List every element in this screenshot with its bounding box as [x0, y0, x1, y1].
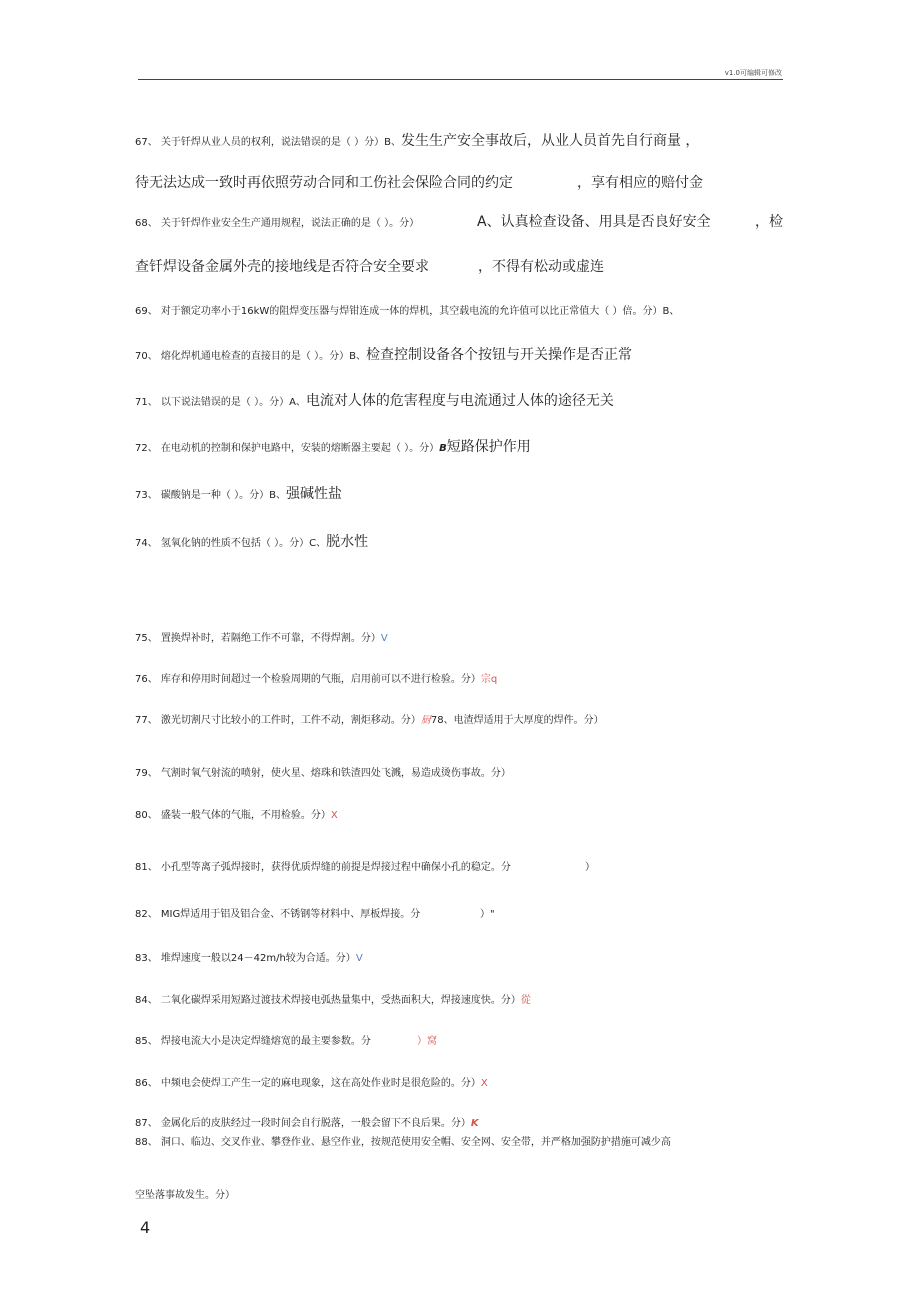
q83-stem: 83、 堆焊速度一般以24－42m/h较为合适。分）: [135, 953, 356, 964]
q81-stem: 81、 小孔型等离子弧焊接时，获得优质焊缝的前提是焊接过程中确保小孔的稳定。分: [135, 862, 511, 873]
q86-mark: X: [480, 1078, 488, 1089]
question-74: [135, 531, 368, 551]
q70-stem: 70、 熔化焊机通电检查的直接目的是（ ）。分）B、: [135, 351, 366, 362]
question-82: [135, 905, 495, 920]
question-68-line-1: [135, 211, 783, 230]
question-81: [135, 858, 595, 873]
q88-stem: 88、 洞口、临边、交叉作业、攀登作业、悬空作业，按规范使用安全帽、安全网、安全带，并严格加强防护措施可减少高: [135, 1137, 671, 1148]
q82-stem: 82、 MIG焊适用于铝及铝合金、不锈钢等材料中、厚板焊接。分: [135, 909, 421, 920]
q85-stem: 85、 焊接电流大小是决定焊缝熔宽的最主要参数。分: [135, 1036, 371, 1047]
header-version-note: v1.0可编辑可修改: [724, 69, 782, 77]
question-70: [135, 344, 632, 364]
q78-inline: 78、电渣焊适用于大厚度的焊件。分）: [430, 715, 604, 726]
q68-answer-d: ，不得有松动或虚连: [478, 259, 604, 275]
q77-stem: 77、 激光切割尺寸比较小的工件时，工件不动，割炬移动。分）: [135, 715, 421, 726]
q77-mark: 厨: [420, 715, 431, 726]
question-80: [135, 806, 338, 821]
q72-answer: 短路保护作用: [446, 439, 531, 455]
q67-answer-b: 待无法达成一致时再依照劳动合同和工伤社会保险合同的约定: [135, 175, 513, 191]
q80-mark: X: [330, 810, 338, 821]
question-76: [135, 670, 497, 685]
q86-stem: 86、 中频电会使焊工产生一定的麻电现象，这在高处作业时是很危险的。分）: [135, 1078, 481, 1089]
question-88: [135, 1133, 671, 1148]
question-79: [135, 764, 511, 779]
q74-stem: 74、 氢氧化钠的性质不包括（ ）。分）C、: [135, 538, 327, 549]
question-86: [135, 1074, 488, 1089]
q80-stem: 80、 盛装一般气体的气瓶，不用检验。分）: [135, 810, 331, 821]
q76-stem: 76、 库存和停用时间超过一个检验周期的气瓶，启用前可以不进行检验。分）: [135, 674, 481, 685]
q75-mark: V: [380, 633, 388, 644]
q82-mark: ）": [480, 909, 495, 920]
q68-answer-b: ，检: [755, 214, 783, 230]
q81-mark: ）: [585, 862, 595, 873]
q84-stem: 84、 二氧化碳焊采用短路过渡技术焊接电弧热量集中，受热面积大，焊接速度快。分）: [135, 995, 521, 1006]
q72-letter: B: [439, 443, 447, 454]
question-88-continued: 空坠落事故发生。分）: [135, 1190, 235, 1201]
question-67-line-1: [135, 130, 699, 150]
q67-stem: 67、 关于钎焊从业人员的权利，说法错误的是（ ）分）B、: [135, 137, 401, 148]
q68-answer-a: A、认真检查设备、用具是否良好安全: [477, 214, 711, 230]
header-rule: [138, 79, 783, 80]
q71-stem: 71、 以下说法错误的是（ ）。分）A、: [135, 397, 306, 408]
page-number: 4: [140, 1218, 151, 1237]
q68-stem: 68、 关于钎焊作业安全生产通用规程，说法正确的是（ ）。分）: [135, 218, 420, 229]
q70-answer: 检查控制设备各个按钮与开关操作是否正常: [365, 347, 632, 363]
question-72: [135, 436, 531, 456]
question-73: [135, 483, 342, 503]
question-71: [135, 390, 614, 410]
q67-answer-c: ，享有相应的赔付金: [577, 175, 703, 191]
q79-stem: 79、 气割时氧气射流的喷射，使火星、熔珠和铁渣四处飞溅，易造成烫伤事故。分）: [135, 768, 511, 779]
q67-answer-a: 发生生产安全事故后，从业人员首先自行商量 ，: [400, 133, 700, 149]
q76-mark: 宗q: [480, 674, 498, 685]
q83-mark: V: [355, 953, 363, 964]
q85-mark: ）窝: [417, 1036, 437, 1047]
q87-mark: K: [470, 1118, 479, 1129]
q75-stem: 75、 置换焊补时，若隔绝工作不可靠，不得焊割。分）: [135, 633, 381, 644]
question-67-line-2: [135, 172, 703, 192]
question-83: [135, 949, 363, 964]
q68-answer-c: 查钎焊设备金属外壳的接地线是否符合安全要求: [135, 259, 429, 275]
q73-answer: 强碱性盐: [285, 486, 342, 502]
q71-answer: 电流对人体的危害程度与电流通过人体的途径无关: [305, 393, 614, 409]
question-69: 69、 对于额定功率小于16kW的阻焊变压器与焊钳连成一体的焊机，其空载电流的允许值可以比正常值大（ ）倍。分）B、: [135, 306, 680, 317]
q87-stem: 87、 金属化后的皮肤经过一段时间会自行脱落，一般会留下不良后果。分）: [135, 1118, 471, 1129]
q84-mark: 從: [520, 995, 531, 1006]
question-77: [135, 711, 604, 726]
q74-answer: 脱水性: [326, 534, 369, 550]
q73-stem: 73、 碳酸钠是一种（ ）。分）B、: [135, 490, 286, 501]
question-84: [135, 991, 531, 1006]
question-68-line-2: [135, 256, 604, 276]
question-87: [135, 1114, 479, 1129]
question-85: [135, 1032, 437, 1047]
question-75: [135, 629, 388, 644]
q72-stem: 72、 在电动机的控制和保护电路中，安装的熔断器主要起（ ）。分）: [135, 443, 440, 454]
